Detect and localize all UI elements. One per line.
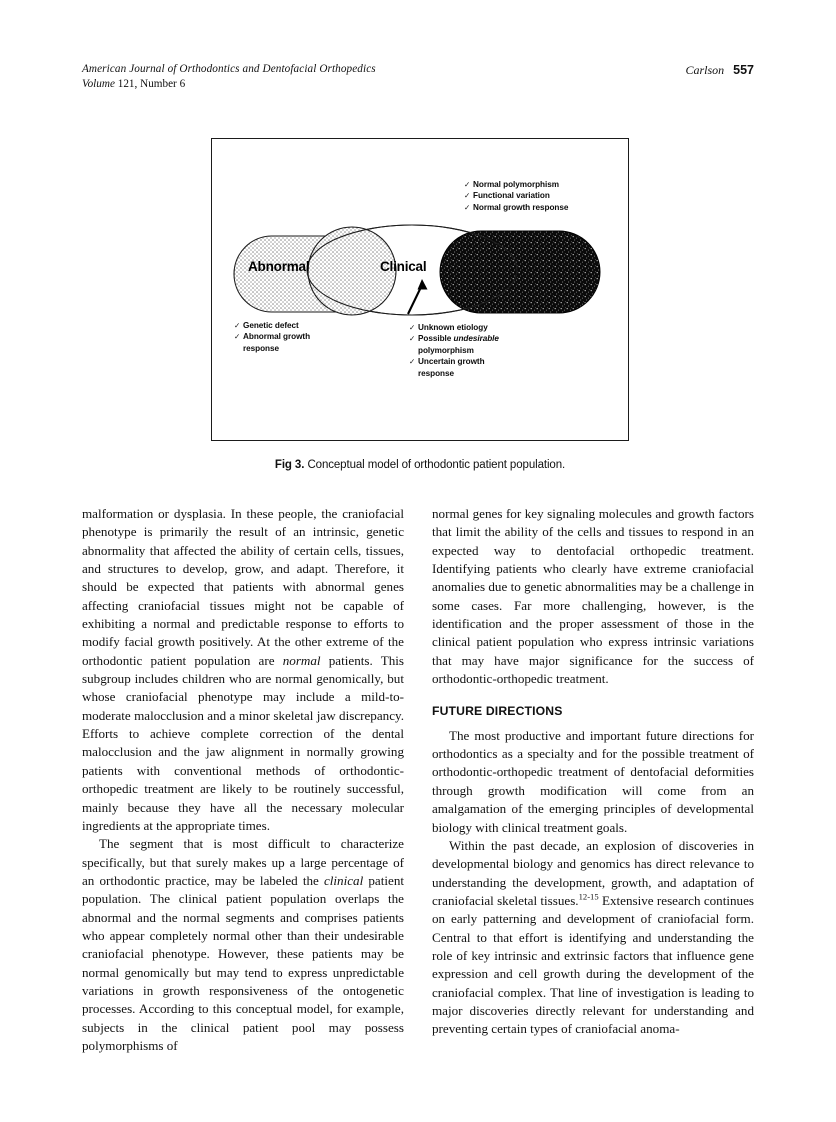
section-heading-future-directions: FUTURE DIRECTIONS [432,704,563,719]
bullet-label-continuation: response [418,368,455,378]
citation-reference: 12-15 [578,891,599,902]
running-head [82,62,754,91]
bullets-clinical-population [409,322,499,379]
bullet-label-plain: Possible [418,334,454,344]
bullet-label [418,333,499,344]
paragraph-text-a: malformation or dysplasia. In these people, the craniofacial phenotype is primarily the result of an intrinsic, genetic abnormality that affected the ability of certain cells, tissues, and structures to develop, grow, and adapt. Therefore, it should be expected that patients with abnormal genes affecting craniofacial tissues might not be capable of exhibiting a normal and predictable response to efforts to modify facial growth positively. At the other extreme of the orthodontic patient population are [82,506,404,668]
clinical-shape-label: Clinical [380,259,427,274]
bullets-normal-population [464,179,568,213]
paragraph-text-a: The segment that is most difficult to characterize specifically, but that surely makes up a large percentage of an orthodontic practice, may be labeled the [82,836,404,888]
paragraph [82,835,404,1055]
bullet-label: Normal polymorphism [473,180,559,189]
check-icon: ✓ [464,202,471,212]
paragraph-text-b: Extensive research continues on early patterning and development of craniofacial form. Central to that effort is identifying and understanding the role of key intrinsic and extrinsic factors that influence gene expression and cell growth during the development of the craniofacial complex. That line of investigation is leading to major discoveries directly relevant for understanding and preventing certain types of craniofacial anoma- [432,892,754,1037]
paragraph-emphasis: normal [282,652,321,668]
check-icon: ✓ [409,323,416,332]
bullet-item [409,333,499,344]
paragraph-continued: normal genes for key signaling molecules and growth factors that limit the ability of the cells and tissues to respond in an expected way to dentofacial orthopedic treatment. Identifying patients who clearly have extreme craniofacial anomalies due to genetic abnormalities may be a challenge in some cases. Far more challenging, however, is the identification and the proper assessment of those in the clinical patient population who express intrinsic variations that may have major significance for the success of orthodontic-orthopedic treatment. [432,506,754,687]
figure-caption-number: Fig 3. [274,459,305,471]
bullet-label: Uncertain growth [418,357,485,367]
bullet-label-continuation: response [243,343,280,353]
check-icon: ✓ [409,357,416,367]
bullet-label: Genetic defect [243,321,299,330]
normal-population-shape [440,231,600,313]
figure-3 [211,138,629,471]
volume-number: 121, Number 6 [117,77,186,90]
bullet-label-italic: undesirable [453,334,499,344]
paragraph [432,837,754,1039]
check-icon: ✓ [464,191,471,201]
figure-caption-text: Conceptual model of orthodontic patient population. [307,459,566,471]
running-head-journal-info [82,62,376,91]
paragraph-continued [82,505,404,835]
check-icon: ✓ [234,321,241,330]
figure-frame [211,138,629,441]
bullet-item [464,179,568,190]
bullet-item [409,322,499,333]
bullet-label: Normal growth response [473,202,569,212]
bullet-item [464,190,568,201]
abnormal-shape-label: Abnormal [248,259,310,274]
page-number: 557 [733,63,754,77]
author-name: Carlson [685,63,725,77]
check-icon: ✓ [464,180,471,189]
paragraph-text-a: Within the past decade, an explosion of discoveries in developmental biology and genomics has direct relevance to understanding the development, growth, and adaptation of craniofacial skeletal tissues. [432,837,754,908]
running-head-author-page [685,62,754,78]
bullet-item [464,202,568,213]
volume-issue [82,77,376,92]
body-column-right [432,505,754,1039]
bullets-abnormal-population [234,320,310,354]
body-column-left [82,505,404,1055]
volume-word: Volume [82,77,115,90]
bullet-item [234,320,310,331]
bullet-label: Abnormal growth [243,332,311,342]
check-icon: ✓ [234,332,241,342]
figure-caption [211,459,629,471]
bullet-label: Unknown etiology [418,323,488,332]
journal-title: American Journal of Orthodontics and Dentofacial Orthopedics [82,63,376,75]
bullet-item [409,356,499,367]
bullet-label-continuation: polymorphism [418,345,474,355]
paragraph-text-b: patient population. The clinical patient population overlaps the abnormal and the normal segments and comprises patients who appear completely normal other than their undesirable craniofacial phenotype. However, these patients may be normal genomically but may tend to express unpredictable variations in growth responsiveness of the ontogenetic processes. According to this conceptual model, for example, subjects in the clinical patient pool may possess polymorphisms of [82,872,404,1053]
paragraph: The most productive and important future directions for orthodontics as a specialty and for the possible treatment of orthodontic-orthopedic treatment of dentofacial deformities through growth modification will come from an amalgamation of the emerging principles of developmental biology with clinical treatment goals. [432,727,754,835]
paragraph-emphasis: clinical [323,872,364,888]
bullet-label: Functional variation [473,191,550,201]
check-icon: ✓ [409,334,416,344]
bullet-item [234,331,310,342]
paragraph-text-b: patients. This subgroup includes children who are normal genomically, but whose craniofacial phenotype may include a mild-to-moderate malocclusion and a minor skeletal jaw discrepancy. Efforts to achieve complete correction of the dental malocclusion and the jaw alignment in normally growing patients with conventional methods of orthodontic-orthopedic treatment are likely to be routinely successful, mainly because they have all the necessary molecular ingredients at the appropriate times. [82,652,404,833]
